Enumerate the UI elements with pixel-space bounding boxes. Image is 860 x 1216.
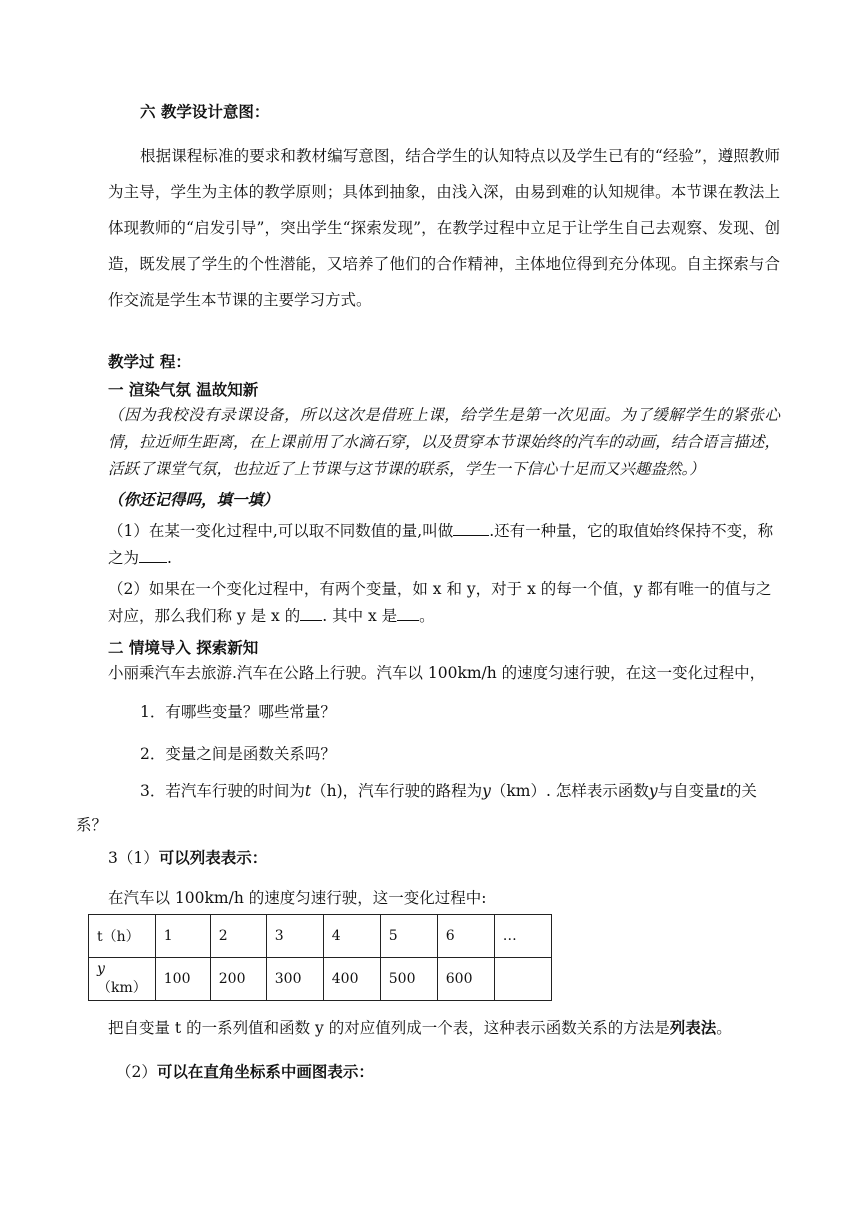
time-distance-table [88,914,552,1001]
table-cell: 4 [323,915,380,958]
fill-blank [397,606,419,621]
table-row [89,915,552,958]
table-cell: 200 [210,958,266,1001]
sub2-heading: （2）可以在直角坐标系中画图表示： [116,1062,374,1081]
table-cell: 100 [155,958,210,1001]
question-2: （2）如果在一个变化过程中，有两个变量，如 x 和 y，对于 x 的每一个值，y 都有唯一的值与之 对应，那么我们称 y 是 x 的 . 其中 x 是 。 [108,580,772,625]
table-cell: 600 [437,958,494,1001]
design-intent-paragraph [108,138,780,318]
sub1-heading: 3（1）可以列表表示： [108,848,268,867]
table-cell: … [494,915,551,958]
part1-title: 一 渲染气氛 温故知新 [108,380,259,399]
list-method-text: 把自变量 t 的一系列值和函数 y 的对应值列成一个表，这种表示函数关系的方法是列表法。 [108,1018,732,1037]
table-cell: 500 [380,958,437,1001]
section-title-design-intent: 六 教学设计意图： [140,102,270,121]
table-cell: 5 [380,915,437,958]
table-cell [494,958,551,1001]
fill-blank [453,521,489,536]
question-1: （1）在某一变化过程中,可以取不同数值的量,叫做 .还有一种量，它的取值始终保持不变，称 之为 . [108,522,774,567]
item-2: 2．变量之间是函数关系吗？ [140,745,336,763]
table-cell: 300 [266,958,323,1001]
table-header-cell: t（h） [89,915,156,958]
fill-blank [139,548,167,563]
item-3: 3．若汽车行驶的时间为t（h)，汽车行驶的路程为y（km）. 怎样表示函数y与自变量t的关 系？ [76,782,757,834]
table-row [89,958,552,1001]
process-title: 教学过 程： [108,352,191,371]
part2-title: 二 情境导入 探索新知 [108,638,259,657]
table-cell: 3 [266,915,323,958]
scenario-text: 小丽乘汽车去旅游.汽车在公路上行驶。汽车以 100km/h 的速度匀速行驶，在这一变化过程中， [108,664,766,682]
part1-note: （因为我校没有录课设备，所以这次是借班上课，给学生是第一次见面。为了缓解学生的紧张心情，拉近师生距离，在上课前用了水滴石穿，以及贯穿本节课始终的汽车的动画，结合语言描述，活跃了课堂气氛，也拉近了上节课与这节课的联系，学生一下信心十足而又兴趣盎然。） [108,406,780,478]
table-cell: 1 [155,915,210,958]
design-intent-text: 根据课程标准的要求和教材编写意图，结合学生的认知特点以及学生已有的“经验”，遵照教师为主导，学生为主体的教学原则；具体到抽象，由浅入深，由易到难的认知规律。本节课在教法上体现教师的“启发引导”，突出学生“探索发现”，在教学过程中立足于让学生自己去观察、发现、创造，既发展了学生的个性潜能，又培养了他们的合作精神，主体地位得到充分体现。自主探索与合作交流是学生本节课的主要学习方式。 [108,147,780,309]
table-cell: 2 [210,915,266,958]
part1-prompt: （你还记得吗，填一填） [108,490,279,509]
table-cell: 6 [437,915,494,958]
item-1: 1．有哪些变量？哪些常量？ [140,703,336,721]
fill-blank [300,606,322,621]
table-caption: 在汽车以 100km/h 的速度匀速行驶，这一变化过程中: [108,889,487,907]
table-header-cell: y（km） [89,958,156,1001]
table-cell: 400 [323,958,380,1001]
